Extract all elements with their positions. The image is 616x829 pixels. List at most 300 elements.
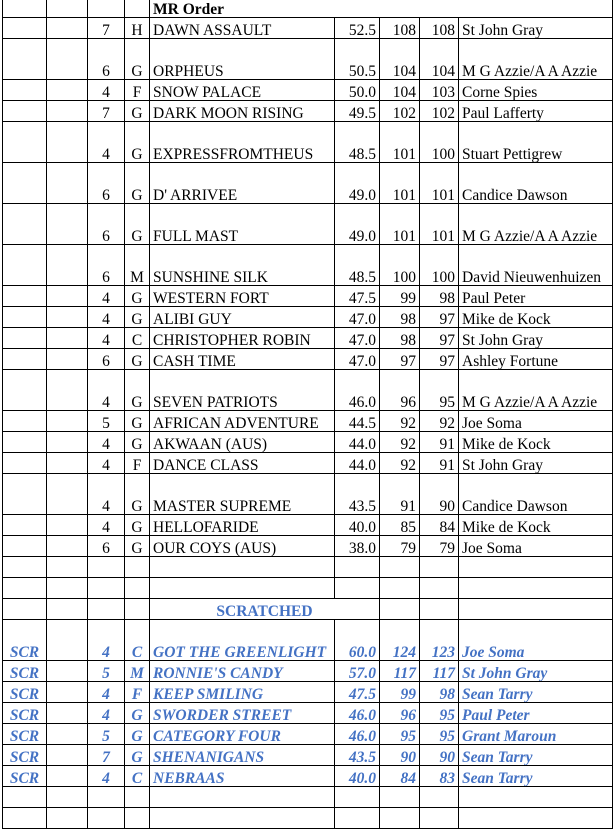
weight-cell: 52.5 <box>335 18 380 39</box>
age-cell: 4 <box>88 620 125 661</box>
age-cell: 7 <box>88 101 125 122</box>
merit-rating-cell: 91 <box>380 474 420 515</box>
blank-cell <box>3 245 47 286</box>
merit-rating-adjusted-cell: 97 <box>420 307 459 328</box>
blank-cell <box>88 808 125 829</box>
blank-cell <box>47 0 88 18</box>
blank-cell <box>47 370 88 411</box>
blank-cell <box>88 787 125 808</box>
merit-rating-adjusted-cell: 91 <box>420 432 459 453</box>
merit-rating-adjusted-cell: 97 <box>420 349 459 370</box>
blank-cell <box>47 163 88 204</box>
sex-cell: M <box>125 661 150 682</box>
blank-cell <box>3 163 47 204</box>
blank-cell <box>3 808 47 829</box>
blank-cell <box>47 578 88 599</box>
blank-cell <box>3 80 47 101</box>
merit-rating-adjusted-cell: 95 <box>420 370 459 411</box>
blank-cell <box>47 122 88 163</box>
weight-cell: 49.5 <box>335 101 380 122</box>
age-cell: 6 <box>88 349 125 370</box>
horse-name-cell: FULL MAST <box>150 204 335 245</box>
horse-name-cell: GOT THE GREENLIGHT <box>150 620 335 661</box>
age-cell: 5 <box>88 411 125 432</box>
merit-rating-cell: 101 <box>380 204 420 245</box>
trainer-cell: Joe Soma <box>459 536 613 557</box>
merit-rating-adjusted-cell: 100 <box>420 122 459 163</box>
merit-rating-adjusted-cell: 79 <box>420 536 459 557</box>
blank-cell <box>150 808 335 829</box>
merit-rating-cell: 98 <box>380 328 420 349</box>
merit-rating-adjusted-cell: 101 <box>420 163 459 204</box>
blank-row <box>3 578 613 599</box>
merit-rating-adjusted-cell: 95 <box>420 724 459 745</box>
blank-cell <box>335 557 380 578</box>
sex-cell: M <box>125 245 150 286</box>
merit-rating-cell: 104 <box>380 39 420 80</box>
horse-name-cell: D' ARRIVEE <box>150 163 335 204</box>
trainer-cell: Joe Soma <box>459 620 613 661</box>
horse-name-cell: CHRISTOPHER ROBIN <box>150 328 335 349</box>
weight-cell: 44.0 <box>335 453 380 474</box>
blank-cell <box>47 286 88 307</box>
scratched-heading-row <box>3 599 613 620</box>
blank-cell <box>420 557 459 578</box>
sex-cell: G <box>125 724 150 745</box>
blank-cell <box>420 808 459 829</box>
trainer-cell: Paul Peter <box>459 703 613 724</box>
runner-row <box>3 286 613 307</box>
horse-name-cell: DAWN ASSAULT <box>150 18 335 39</box>
sex-cell: G <box>125 307 150 328</box>
trainer-cell: Mike de Kock <box>459 515 613 536</box>
horse-name-cell: CASH TIME <box>150 349 335 370</box>
sex-cell: G <box>125 370 150 411</box>
blank-cell <box>47 245 88 286</box>
horse-name-cell: SEVEN PATRIOTS <box>150 370 335 411</box>
status-cell: SCR <box>3 766 47 787</box>
scratched-row <box>3 703 613 724</box>
blank-cell <box>125 599 150 620</box>
horse-name-cell: HELLOFARIDE <box>150 515 335 536</box>
age-cell: 5 <box>88 661 125 682</box>
blank-cell <box>3 474 47 515</box>
runner-row <box>3 349 613 370</box>
horse-name-cell: AKWAAN (AUS) <box>150 432 335 453</box>
sex-cell: C <box>125 620 150 661</box>
sex-cell: F <box>125 682 150 703</box>
blank-cell <box>47 101 88 122</box>
trainer-cell: Mike de Kock <box>459 432 613 453</box>
trainer-cell: St John Gray <box>459 453 613 474</box>
blank-cell <box>47 18 88 39</box>
blank-cell <box>88 0 125 18</box>
blank-cell <box>459 808 613 829</box>
runner-row <box>3 39 613 80</box>
sex-cell: F <box>125 453 150 474</box>
merit-rating-cell: 95 <box>380 724 420 745</box>
sex-cell: G <box>125 411 150 432</box>
trainer-cell: M G Azzie/A A Azzie <box>459 39 613 80</box>
trainer-cell: Stuart Pettigrew <box>459 122 613 163</box>
weight-cell: 57.0 <box>335 661 380 682</box>
sex-cell: C <box>125 766 150 787</box>
blank-cell <box>380 808 420 829</box>
horse-name-cell: RONNIE'S CANDY <box>150 661 335 682</box>
merit-rating-cell: 96 <box>380 370 420 411</box>
age-cell: 4 <box>88 122 125 163</box>
trainer-cell: M G Azzie/A A Azzie <box>459 370 613 411</box>
age-cell: 4 <box>88 453 125 474</box>
blank-cell <box>47 808 88 829</box>
blank-cell <box>3 39 47 80</box>
sex-cell: G <box>125 39 150 80</box>
blank-cell <box>459 557 613 578</box>
horse-name-cell: AFRICAN ADVENTURE <box>150 411 335 432</box>
trainer-cell: Grant Maroun <box>459 724 613 745</box>
merit-rating-cell: 96 <box>380 703 420 724</box>
blank-cell <box>459 599 613 620</box>
merit-rating-adjusted-cell: 97 <box>420 328 459 349</box>
merit-rating-adjusted-cell: 90 <box>420 745 459 766</box>
merit-rating-cell: 104 <box>380 80 420 101</box>
blank-cell <box>47 39 88 80</box>
weight-cell: 43.5 <box>335 474 380 515</box>
age-cell: 4 <box>88 370 125 411</box>
status-cell: SCR <box>3 724 47 745</box>
blank-cell <box>335 787 380 808</box>
blank-cell <box>420 578 459 599</box>
weight-cell: 46.0 <box>335 370 380 411</box>
scratched-row <box>3 661 613 682</box>
scratched-row <box>3 682 613 703</box>
merit-rating-table <box>2 0 613 829</box>
trainer-cell: Corne Spies <box>459 80 613 101</box>
age-cell: 4 <box>88 703 125 724</box>
merit-rating-adjusted-cell: 90 <box>420 474 459 515</box>
blank-cell <box>125 787 150 808</box>
age-cell: 6 <box>88 245 125 286</box>
age-cell: 4 <box>88 515 125 536</box>
merit-rating-cell: 98 <box>380 307 420 328</box>
runner-row <box>3 515 613 536</box>
sex-cell: G <box>125 204 150 245</box>
merit-rating-cell: 92 <box>380 432 420 453</box>
merit-rating-cell: 100 <box>380 245 420 286</box>
blank-cell <box>3 18 47 39</box>
horse-name-cell: KEEP SMILING <box>150 682 335 703</box>
runner-row <box>3 122 613 163</box>
blank-cell <box>47 661 88 682</box>
age-cell: 4 <box>88 682 125 703</box>
age-cell: 6 <box>88 163 125 204</box>
blank-cell <box>47 432 88 453</box>
merit-rating-cell: 97 <box>380 349 420 370</box>
blank-cell <box>3 370 47 411</box>
trainer-cell: Candice Dawson <box>459 163 613 204</box>
horse-name-cell: SHENANIGANS <box>150 745 335 766</box>
blank-cell <box>47 703 88 724</box>
horse-name-cell: ALIBI GUY <box>150 307 335 328</box>
trainer-cell: Mike de Kock <box>459 307 613 328</box>
horse-name-cell: SUNSHINE SILK <box>150 245 335 286</box>
blank-cell <box>3 411 47 432</box>
blank-cell <box>47 745 88 766</box>
runner-row <box>3 328 613 349</box>
title-row <box>3 0 613 18</box>
status-cell: SCR <box>3 620 47 661</box>
merit-rating-cell: 117 <box>380 661 420 682</box>
blank-cell <box>420 599 459 620</box>
sex-cell: G <box>125 703 150 724</box>
runner-row <box>3 370 613 411</box>
blank-cell <box>125 557 150 578</box>
sex-cell: F <box>125 80 150 101</box>
blank-cell <box>125 0 150 18</box>
runner-row <box>3 536 613 557</box>
blank-cell <box>47 536 88 557</box>
horse-name-cell: DARK MOON RISING <box>150 101 335 122</box>
blank-cell <box>47 766 88 787</box>
merit-rating-adjusted-cell: 117 <box>420 661 459 682</box>
blank-cell <box>459 578 613 599</box>
sex-cell: G <box>125 745 150 766</box>
blank-row <box>3 557 613 578</box>
age-cell: 6 <box>88 204 125 245</box>
runner-row <box>3 474 613 515</box>
blank-cell <box>47 474 88 515</box>
runner-row <box>3 245 613 286</box>
sex-cell: G <box>125 432 150 453</box>
blank-cell <box>125 808 150 829</box>
age-cell: 4 <box>88 474 125 515</box>
weight-cell: 49.0 <box>335 204 380 245</box>
age-cell: 4 <box>88 80 125 101</box>
blank-cell <box>3 307 47 328</box>
trainer-cell: Joe Soma <box>459 411 613 432</box>
blank-cell <box>380 787 420 808</box>
status-cell: SCR <box>3 661 47 682</box>
weight-cell: 40.0 <box>335 766 380 787</box>
merit-rating-adjusted-cell: 101 <box>420 204 459 245</box>
scratched-row <box>3 620 613 661</box>
trainer-cell: Sean Tarry <box>459 766 613 787</box>
weight-cell: 46.0 <box>335 703 380 724</box>
blank-cell <box>47 515 88 536</box>
runner-row <box>3 432 613 453</box>
weight-cell: 48.5 <box>335 245 380 286</box>
blank-cell <box>150 557 335 578</box>
trainer-cell: Sean Tarry <box>459 745 613 766</box>
merit-rating-cell: 92 <box>380 453 420 474</box>
sex-cell: G <box>125 163 150 204</box>
age-cell: 6 <box>88 536 125 557</box>
blank-cell <box>380 578 420 599</box>
horse-name-cell: ORPHEUS <box>150 39 335 80</box>
sex-cell: H <box>125 18 150 39</box>
blank-cell <box>47 682 88 703</box>
merit-rating-cell: 79 <box>380 536 420 557</box>
scratched-row <box>3 745 613 766</box>
weight-cell: 50.0 <box>335 80 380 101</box>
blank-cell <box>3 599 47 620</box>
trainer-cell: St John Gray <box>459 328 613 349</box>
merit-rating-adjusted-cell: 100 <box>420 245 459 286</box>
blank-cell <box>3 328 47 349</box>
blank-cell <box>380 599 420 620</box>
blank-cell <box>47 620 88 661</box>
trainer-cell: Candice Dawson <box>459 474 613 515</box>
runner-row <box>3 411 613 432</box>
sex-cell: G <box>125 122 150 163</box>
merit-rating-cell: 101 <box>380 122 420 163</box>
weight-cell: 44.5 <box>335 411 380 432</box>
blank-row <box>3 787 613 808</box>
merit-rating-cell: 99 <box>380 682 420 703</box>
blank-cell <box>47 80 88 101</box>
sex-cell: G <box>125 474 150 515</box>
merit-rating-adjusted-cell: 123 <box>420 620 459 661</box>
blank-cell <box>88 578 125 599</box>
sex-cell: G <box>125 349 150 370</box>
weight-cell: 50.5 <box>335 39 380 80</box>
trainer-cell: St John Gray <box>459 18 613 39</box>
weight-cell: 38.0 <box>335 536 380 557</box>
weight-cell: 47.5 <box>335 286 380 307</box>
merit-rating-adjusted-cell: 95 <box>420 703 459 724</box>
blank-cell <box>380 557 420 578</box>
trainer-cell: David Nieuwenhuizen <box>459 245 613 286</box>
trainer-cell: M G Azzie/A A Azzie <box>459 204 613 245</box>
horse-name-cell: MASTER SUPREME <box>150 474 335 515</box>
weight-cell: 46.0 <box>335 724 380 745</box>
blank-cell <box>420 787 459 808</box>
blank-cell <box>3 536 47 557</box>
trainer-cell: Paul Lafferty <box>459 101 613 122</box>
horse-name-cell: SNOW PALACE <box>150 80 335 101</box>
blank-cell <box>3 578 47 599</box>
sex-cell: G <box>125 536 150 557</box>
weight-cell: 47.5 <box>335 682 380 703</box>
age-cell: 6 <box>88 39 125 80</box>
blank-cell <box>335 808 380 829</box>
merit-rating-cell: 108 <box>380 18 420 39</box>
age-cell: 7 <box>88 745 125 766</box>
table-title: MR Order <box>150 0 613 18</box>
blank-cell <box>3 432 47 453</box>
sex-cell: G <box>125 286 150 307</box>
sex-cell: G <box>125 101 150 122</box>
trainer-cell: St John Gray <box>459 661 613 682</box>
blank-cell <box>3 122 47 163</box>
runner-row <box>3 307 613 328</box>
scratched-title: SCRATCHED <box>150 599 380 620</box>
blank-cell <box>3 0 47 18</box>
weight-cell: 44.0 <box>335 432 380 453</box>
sex-cell: C <box>125 328 150 349</box>
runner-row <box>3 163 613 204</box>
blank-cell <box>3 557 47 578</box>
blank-cell <box>47 599 88 620</box>
blank-cell <box>3 515 47 536</box>
age-cell: 4 <box>88 286 125 307</box>
sex-cell: G <box>125 515 150 536</box>
blank-cell <box>47 204 88 245</box>
horse-name-cell: OUR COYS (AUS) <box>150 536 335 557</box>
merit-rating-cell: 85 <box>380 515 420 536</box>
weight-cell: 48.5 <box>335 122 380 163</box>
merit-rating-adjusted-cell: 92 <box>420 411 459 432</box>
blank-cell <box>3 453 47 474</box>
age-cell: 5 <box>88 724 125 745</box>
status-cell: SCR <box>3 745 47 766</box>
blank-cell <box>125 578 150 599</box>
merit-rating-adjusted-cell: 83 <box>420 766 459 787</box>
merit-rating-cell: 84 <box>380 766 420 787</box>
age-cell: 4 <box>88 432 125 453</box>
blank-cell <box>3 787 47 808</box>
blank-cell <box>88 599 125 620</box>
blank-cell <box>47 328 88 349</box>
blank-cell <box>88 557 125 578</box>
merit-rating-adjusted-cell: 98 <box>420 682 459 703</box>
merit-rating-adjusted-cell: 91 <box>420 453 459 474</box>
blank-cell <box>3 101 47 122</box>
scratched-row <box>3 766 613 787</box>
merit-rating-adjusted-cell: 108 <box>420 18 459 39</box>
horse-name-cell: SWORDER STREET <box>150 703 335 724</box>
weight-cell: 49.0 <box>335 163 380 204</box>
merit-rating-cell: 99 <box>380 286 420 307</box>
weight-cell: 47.0 <box>335 307 380 328</box>
horse-name-cell: DANCE CLASS <box>150 453 335 474</box>
blank-cell <box>3 204 47 245</box>
blank-cell <box>47 411 88 432</box>
blank-row <box>3 808 613 829</box>
weight-cell: 47.0 <box>335 328 380 349</box>
merit-rating-cell: 101 <box>380 163 420 204</box>
runner-row <box>3 204 613 245</box>
blank-cell <box>3 349 47 370</box>
weight-cell: 47.0 <box>335 349 380 370</box>
blank-cell <box>47 453 88 474</box>
horse-name-cell: WESTERN FORT <box>150 286 335 307</box>
blank-cell <box>47 557 88 578</box>
merit-rating-adjusted-cell: 104 <box>420 39 459 80</box>
merit-rating-cell: 92 <box>380 411 420 432</box>
scratched-row <box>3 724 613 745</box>
weight-cell: 43.5 <box>335 745 380 766</box>
runner-row <box>3 18 613 39</box>
runner-row <box>3 101 613 122</box>
blank-cell <box>150 578 335 599</box>
blank-cell <box>47 307 88 328</box>
status-cell: SCR <box>3 682 47 703</box>
age-cell: 4 <box>88 328 125 349</box>
trainer-cell: Sean Tarry <box>459 682 613 703</box>
runner-row <box>3 80 613 101</box>
blank-cell <box>47 349 88 370</box>
merit-rating-cell: 102 <box>380 101 420 122</box>
age-cell: 4 <box>88 307 125 328</box>
runner-row <box>3 453 613 474</box>
merit-rating-adjusted-cell: 84 <box>420 515 459 536</box>
status-cell: SCR <box>3 703 47 724</box>
blank-cell <box>3 286 47 307</box>
merit-rating-adjusted-cell: 98 <box>420 286 459 307</box>
weight-cell: 40.0 <box>335 515 380 536</box>
merit-rating-adjusted-cell: 103 <box>420 80 459 101</box>
